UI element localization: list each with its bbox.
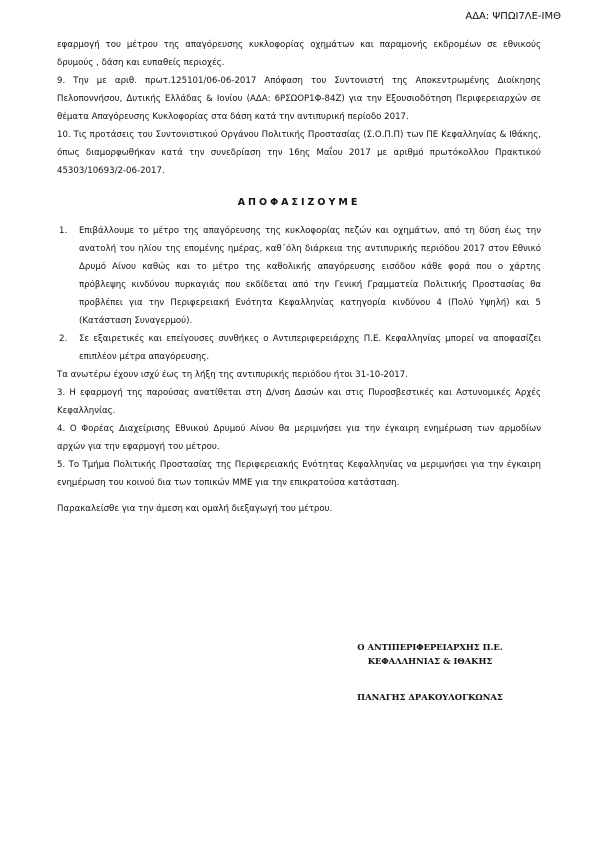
- decision-number: 1.: [59, 226, 68, 236]
- signature-name: ΠΑΝΑΓΗΣ ΔΡΑΚΟΥΛΟΓΚΩΝΑΣ: [357, 692, 503, 702]
- document-ada-code: ΑΔΑ: ΨΠΩΙ7ΛΕ-ΙΜΘ: [465, 11, 561, 22]
- decisions-list: [57, 222, 541, 366]
- paragraph-5: 5. Το Τμήμα Πολιτικής Προστασίας της Περιφερειακής Ενότητας Κεφαλληνίας να μεριμνήσει για την έγκαιρη ενημέρωση του κοινού δια των τοπικών ΜΜΕ για την επικρατούσα κατάσταση.: [57, 460, 541, 488]
- intro-paragraph-10: 10. Τις προτάσεις του Συντονιστικού Οργάνου Πολιτικής Προστασίας (Σ.Ο.Π.Π) των ΠΕ Κεφαλληνίας & Ιθάκης, όπως διαμορφωθήκαν κατά την συνεδρίαση την 16ης Μαΐου 2017 με αριθμό πρωτόκολλου Πρακτικού 45303/10693/2-06-2017.: [57, 130, 541, 176]
- document-body: [57, 36, 541, 518]
- paragraph-3: 3. Η εφαρμογή της παρούσας ανατίθεται στη Δ/νση Δασών και στις Πυροσβεστικές και Αστυνομικές Αρχές Κεφαλληνίας.: [57, 388, 541, 416]
- signature-title-line-1: Ο ΑΝΤΙΠΕΡΙΦΕΡΕΙΑΡΧΗΣ Π.Ε.: [357, 642, 503, 652]
- decision-text: Σε εξαιρετικές και επείγουσες συνθήκες ο Αντιπεριφερειάρχης Π.Ε. Κεφαλληνίας μπορεί να αποφασίζει επιπλέον μέτρα απαγόρευσης.: [79, 334, 541, 362]
- intro-paragraph-9: 9. Την με αριθ. πρωτ.125101/06-06-2017 Απόφαση του Συντονιστή της Αποκεντρωμένης Διοίκησης Πελοποννήσου, Δυτικής Ελλάδας & Ιονίου (ΑΔΑ: 6ΡΣΩΟΡ1Φ-84Ζ) για την Εξουσιοδότηση Περιφερειαρχών σε θέματα Απαγόρευσης Κυκλοφορίας στα δάση κατά την αντιπυρική περίοδο 2017.: [57, 76, 541, 122]
- signature-block: [330, 640, 530, 668]
- decision-item-2: [59, 330, 541, 366]
- decision-item-1: [59, 222, 541, 330]
- decision-number: 2.: [59, 334, 68, 344]
- paragraph-4: 4. Ο Φορέας Διαχείρισης Εθνικού Δρυμού Αίνου θα μεριμνήσει για την έγκαιρη ενημέρωση των αρμοδίων αρχών για την εφαρμογή του μέτρου.: [57, 424, 541, 452]
- closing-line: Παρακαλείσθε για την άμεση και ομαλή διεξαγωγή του μέτρου.: [57, 504, 333, 514]
- decision-title: ΑΠΟΦΑΣΙΖΟΥΜΕ: [237, 197, 361, 208]
- signature-title-line-2: ΚΕΦΑΛΛΗΝΙΑΣ & ΙΘΑΚΗΣ: [367, 656, 493, 666]
- validity-note: Τα ανωτέρω έχουν ισχύ έως τη λήξη της αντιπυρικής περιόδου ήτοι 31-10-2017.: [57, 370, 408, 380]
- intro-paragraph-continuation: εφαρμογή του μέτρου της απαγόρευσης κυκλοφορίας οχημάτων και παραμονής εκδρομέων σε εθνικούς δρυμούς , δάση και ευπαθείς περιοχές.: [57, 40, 541, 68]
- decision-text: Επιβάλλουμε το μέτρο της απαγόρευσης της κυκλοφορίας πεζών και οχημάτων, από τη δύση έως την ανατολή του ηλίου της επομένης ημέρας, καθ΄όλη διάρκεια της αντιπυρικής περιόδου 2017 στον Εθνικό Δρυμό Αίνου καθώς και το μέτρο της καθολικής απαγόρευσης εισόδου κάθε φορά που ο χάρτης πρόβλεψης κινδύνου πυρκαγιάς που εκδίδεται από την Γενική Γραμματεία Πολιτικής Προστασίας θα προβλέπει για την Περιφερειακή Ενότητα Κεφαλληνίας κατηγορία κινδύνου 4 (Πολύ Υψηλή) και 5 (Κατάσταση Συναγερμού).: [79, 226, 541, 326]
